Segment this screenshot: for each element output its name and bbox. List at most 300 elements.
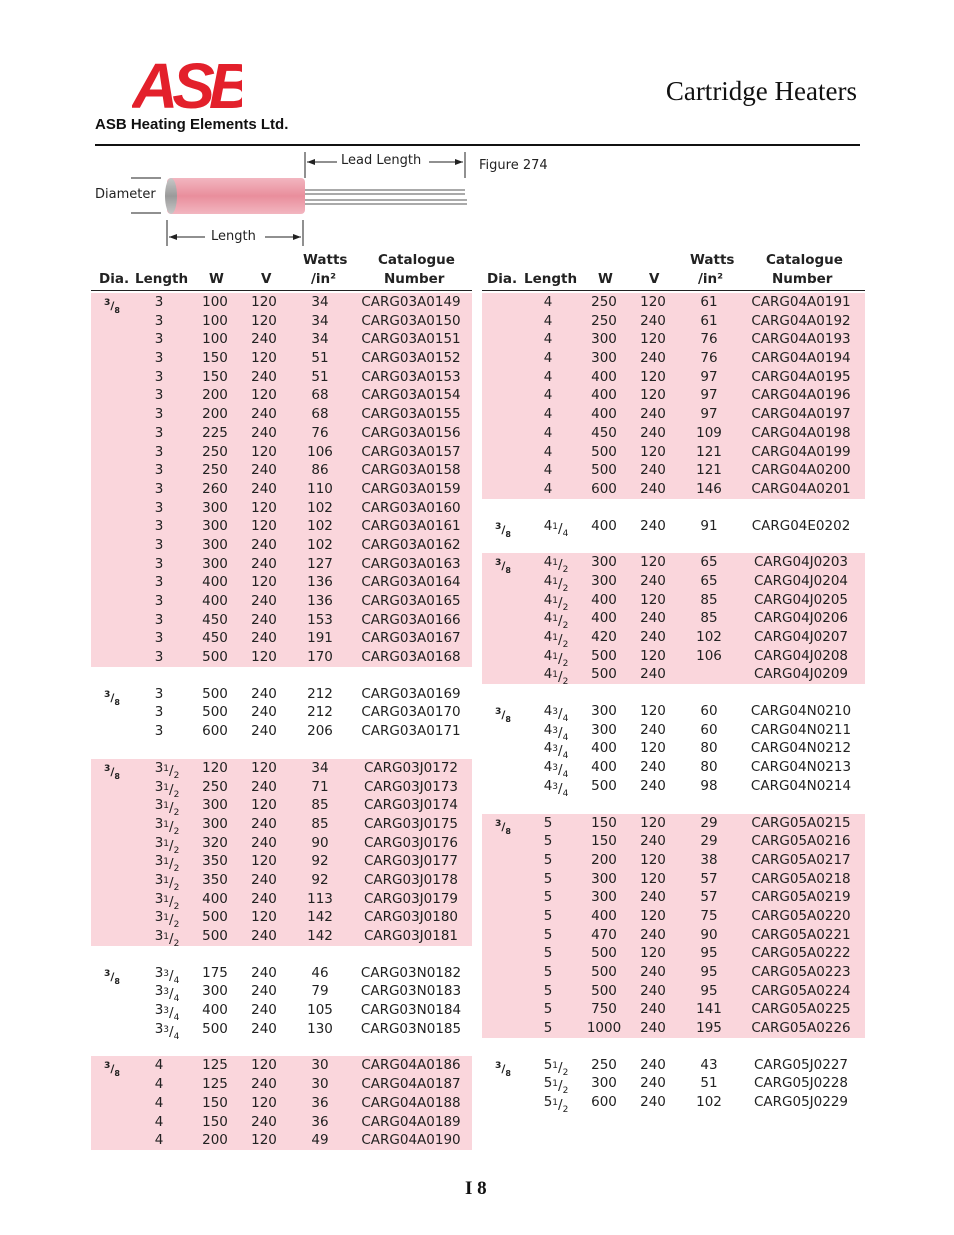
cell-v: 120 — [640, 703, 666, 720]
cell-v: 240 — [251, 778, 277, 795]
cell-v: 120 — [640, 740, 666, 757]
header-dia: Dia. — [487, 271, 518, 287]
cell-v: 120 — [251, 574, 277, 591]
cell-dia: $^3/_8$ — [104, 1060, 120, 1079]
cell-catalogue-number: CARG03A0164 — [361, 574, 461, 591]
cell-dia: $^3/_8$ — [104, 967, 120, 986]
table-left — [91, 250, 472, 1150]
cell-w: 250 — [202, 462, 228, 479]
cell-w: 350 — [202, 871, 228, 888]
cell-w: 100 — [202, 312, 228, 329]
cell-length: 3 $^1/_2$ — [154, 871, 180, 893]
cell-w: 450 — [202, 611, 228, 628]
cell-w: 250 — [591, 294, 617, 310]
table-header-left — [91, 250, 472, 291]
cell-length: 3 $^1/_2$ — [154, 909, 180, 931]
cell-v: 120 — [251, 294, 277, 310]
cell-v: 240 — [640, 462, 666, 479]
row-group — [482, 702, 865, 799]
cell-watts-per-in2: 95 — [700, 945, 718, 962]
cell-length: 4 — [154, 1057, 164, 1074]
row-group — [91, 293, 472, 667]
cell-length: 3 — [154, 480, 164, 497]
cell-length: 3 — [154, 593, 164, 609]
cell-watts-per-in2: 46 — [311, 964, 329, 981]
table-row — [91, 871, 472, 893]
table-row — [91, 405, 472, 424]
cell-length: 3 — [154, 685, 164, 702]
cell-w: 400 — [202, 1002, 228, 1019]
cell-length: 3 $^1/_2$ — [154, 797, 180, 819]
cell-watts-per-in2: 136 — [307, 574, 333, 591]
cell-length: 3 — [154, 611, 164, 628]
group-spacer — [91, 741, 472, 757]
cell-catalogue-number: CARG03A0165 — [361, 593, 461, 609]
cell-v: 240 — [251, 1002, 277, 1019]
cell-v: 120 — [640, 870, 666, 887]
cell-watts-per-in2: 113 — [307, 890, 333, 907]
cell-watts-per-in2: 76 — [700, 331, 718, 348]
cell-w: 300 — [591, 554, 617, 571]
cell-catalogue-number: CARG03A0168 — [361, 649, 461, 666]
cell-catalogue-number: CARG03A0166 — [361, 611, 461, 628]
cell-watts-per-in2: 75 — [700, 907, 718, 924]
table-row — [91, 685, 472, 707]
table-row — [91, 517, 472, 536]
table-row — [482, 647, 865, 669]
cell-watts-per-in2: 85 — [311, 797, 329, 814]
cell-watts-per-in2: 142 — [307, 928, 333, 944]
cell-v: 120 — [640, 387, 666, 404]
cell-w: 300 — [591, 703, 617, 720]
table-row — [91, 1020, 472, 1042]
table-header-right — [482, 250, 865, 291]
cell-v: 120 — [640, 368, 666, 385]
cell-watts-per-in2: 90 — [700, 926, 718, 943]
table-row — [482, 1000, 865, 1019]
cell-length: 4 $^3/_4$ — [543, 759, 569, 781]
cell-w: 150 — [591, 814, 617, 831]
table-row — [91, 330, 472, 349]
cell-watts-per-in2: 34 — [311, 312, 329, 329]
cell-w: 300 — [202, 536, 228, 553]
cell-w: 150 — [202, 350, 228, 367]
cell-length: 5 $^1/_2$ — [543, 1056, 569, 1078]
cell-watts-per-in2: 105 — [307, 1002, 333, 1019]
cell-w: 200 — [202, 1132, 228, 1149]
cell-catalogue-number: CARG03N0183 — [360, 983, 462, 1000]
cell-watts-per-in2: 121 — [696, 443, 722, 460]
cell-catalogue-number: CARG03J0175 — [363, 815, 459, 832]
cell-watts-per-in2: 85 — [311, 815, 329, 832]
cell-watts-per-in2: 206 — [307, 723, 333, 740]
table-row — [91, 349, 472, 368]
table-row — [91, 386, 472, 405]
cell-length: 3 — [154, 294, 164, 310]
cell-v: 120 — [251, 312, 277, 329]
cell-watts-per-in2: 51 — [700, 1075, 718, 1092]
cell-length: 3 — [154, 649, 164, 666]
cell-v: 240 — [640, 572, 666, 589]
table-row — [482, 758, 865, 781]
cell-length: 4 $^1/_2$ — [543, 572, 569, 594]
row-group — [91, 964, 472, 1042]
cell-catalogue-number: CARG04E0202 — [751, 517, 851, 534]
cell-watts-per-in2: 90 — [311, 834, 329, 851]
cell-catalogue-number: CARG04A0191 — [751, 294, 851, 310]
cell-length: 3 — [154, 574, 164, 591]
cell-length: 4 $^1/_2$ — [543, 629, 569, 650]
cell-v: 240 — [640, 964, 666, 980]
cell-catalogue-number: CARG05A0222 — [751, 945, 851, 962]
cell-catalogue-number: CARG03A0159 — [361, 480, 461, 497]
cell-v: 120 — [640, 294, 666, 310]
row-group — [91, 759, 472, 949]
cell-dia: $^3/_8$ — [495, 706, 511, 724]
cell-w: 500 — [591, 777, 617, 794]
table-body-left — [91, 293, 472, 1150]
cell-catalogue-number: CARG05A0218 — [751, 870, 851, 887]
cell-watts-per-in2: 130 — [307, 1020, 333, 1037]
cell-v: 240 — [251, 834, 277, 851]
table-row — [91, 555, 472, 574]
cell-catalogue-number: CARG04A0186 — [361, 1057, 461, 1074]
cell-w: 300 — [202, 815, 228, 832]
table-row — [91, 1113, 472, 1132]
table-row — [91, 1001, 472, 1024]
cell-w: 125 — [202, 1057, 228, 1074]
cell-catalogue-number: CARG03J0177 — [363, 853, 459, 870]
cell-length: 3 — [154, 723, 164, 740]
cell-length: 4 — [154, 1076, 164, 1093]
cell-w: 300 — [202, 797, 228, 814]
cell-v: 240 — [251, 480, 277, 497]
table-row — [91, 1131, 472, 1150]
cell-v: 240 — [640, 1056, 666, 1073]
cell-watts-per-in2: 68 — [311, 387, 329, 404]
cell-v: 240 — [640, 833, 666, 850]
cell-w: 500 — [202, 1020, 228, 1037]
cell-w: 175 — [202, 964, 228, 981]
cell-w: 100 — [202, 294, 228, 310]
cell-v: 120 — [251, 499, 277, 516]
cell-length: 4 — [543, 424, 553, 441]
cell-catalogue-number: CARG03A0150 — [361, 312, 461, 329]
cell-w: 150 — [202, 1113, 228, 1130]
cell-catalogue-number: CARG04A0192 — [751, 312, 851, 329]
cell-catalogue-number: CARG03A0155 — [361, 406, 461, 423]
cell-w: 300 — [591, 870, 617, 887]
cartridge-diagram — [95, 150, 475, 250]
cell-watts-per-in2: 127 — [307, 555, 333, 572]
table-row — [91, 908, 472, 931]
cell-catalogue-number: CARG04A0199 — [751, 443, 851, 460]
cell-catalogue-number: CARG05A0223 — [751, 964, 851, 980]
cell-w: 600 — [591, 1094, 617, 1111]
table-row — [91, 982, 472, 1005]
cell-w: 400 — [591, 591, 617, 608]
cell-length: 4 — [543, 462, 553, 479]
cell-length: 3 — [154, 406, 164, 423]
group-spacer — [482, 499, 865, 515]
table-row — [482, 944, 865, 963]
cell-watts-per-in2: 80 — [700, 759, 718, 776]
cell-catalogue-number: CARG05J0228 — [753, 1075, 849, 1092]
table-row — [482, 1093, 865, 1116]
cell-length: 4 — [543, 480, 553, 497]
table-row — [91, 722, 472, 741]
cell-catalogue-number: CARG03A0154 — [361, 387, 461, 404]
table-row — [482, 293, 865, 312]
table-row — [91, 611, 472, 630]
cell-dia: $^3/_8$ — [495, 557, 511, 576]
cell-w: 300 — [591, 350, 617, 367]
cell-watts-per-in2: 80 — [700, 740, 718, 757]
table-row — [482, 982, 865, 1001]
group-spacer — [482, 684, 865, 700]
cell-v: 240 — [251, 815, 277, 832]
cell-w: 400 — [202, 574, 228, 591]
cell-catalogue-number: CARG04A0194 — [751, 350, 851, 367]
cell-catalogue-number: CARG04N0210 — [750, 703, 852, 720]
cell-watts-per-in2: 92 — [311, 853, 329, 870]
cell-length: 4 $^1/_2$ — [543, 666, 569, 688]
cell-length: 5 — [543, 964, 553, 980]
cell-catalogue-number: CARG03A0151 — [361, 331, 461, 348]
cell-v: 240 — [640, 1075, 666, 1092]
cell-v: 240 — [251, 871, 277, 888]
cell-length: 3 $^1/_2$ — [154, 759, 180, 781]
cell-watts-per-in2: 85 — [700, 591, 718, 608]
cell-w: 400 — [591, 387, 617, 404]
page-number: I 8 — [465, 1178, 487, 1199]
cell-length: 4 $^1/_2$ — [543, 554, 569, 576]
cell-v: 240 — [251, 983, 277, 1000]
row-group — [482, 1056, 865, 1116]
cell-watts-per-in2: 61 — [700, 312, 718, 329]
group-spacer — [482, 1038, 865, 1054]
cell-v: 240 — [640, 666, 666, 683]
cell-v: 120 — [251, 1057, 277, 1074]
table-row — [482, 963, 865, 982]
table-row — [91, 852, 472, 875]
cell-catalogue-number: CARG03A0158 — [361, 462, 461, 479]
header-rule — [95, 144, 860, 146]
cell-v: 120 — [640, 647, 666, 664]
table-row — [482, 814, 865, 836]
cell-catalogue-number: CARG04J0209 — [753, 666, 849, 683]
cell-watts-per-in2: 29 — [700, 814, 718, 831]
cell-catalogue-number: CARG03A0162 — [361, 536, 461, 553]
cell-w: 300 — [591, 1075, 617, 1092]
cell-watts-per-in2: 79 — [311, 983, 329, 1000]
cell-catalogue-number: CARG03N0185 — [360, 1020, 462, 1037]
cell-v: 120 — [640, 945, 666, 962]
header-catalogue: Catalogue — [766, 252, 843, 268]
cell-length: 5 — [543, 833, 553, 850]
cell-v: 120 — [251, 1132, 277, 1149]
cell-v: 120 — [640, 443, 666, 460]
cell-length: 3 — [154, 331, 164, 348]
cell-v: 240 — [640, 312, 666, 329]
cell-watts-per-in2: 102 — [307, 518, 333, 535]
cell-catalogue-number: CARG03A0153 — [361, 368, 461, 385]
cell-v: 240 — [640, 721, 666, 738]
cell-catalogue-number: CARG05A0220 — [751, 907, 851, 924]
cell-v: 240 — [640, 424, 666, 441]
table-row — [482, 1074, 865, 1097]
cell-watts-per-in2: 109 — [696, 424, 722, 441]
table-row — [482, 312, 865, 331]
cell-w: 1000 — [586, 1020, 622, 1037]
cell-length: 4 $^1/_2$ — [543, 610, 569, 632]
cell-w: 300 — [202, 983, 228, 1000]
cell-v: 240 — [640, 406, 666, 423]
cell-watts-per-in2: 76 — [311, 424, 329, 441]
cell-length: 4 — [154, 1094, 164, 1111]
cell-w: 150 — [202, 368, 228, 385]
table-row — [482, 777, 865, 799]
cell-w: 450 — [591, 424, 617, 441]
cell-watts-per-in2: 170 — [307, 649, 333, 666]
cell-length: 4 $^3/_4$ — [543, 777, 569, 799]
header-number: Number — [772, 271, 833, 287]
cell-w: 200 — [202, 406, 228, 423]
cell-catalogue-number: CARG03A0163 — [361, 555, 461, 572]
table-row — [91, 648, 472, 667]
cell-w: 450 — [202, 630, 228, 647]
cell-catalogue-number: CARG03A0149 — [361, 294, 461, 310]
header-dia: Dia. — [99, 271, 130, 287]
cell-watts-per-in2: 30 — [311, 1057, 329, 1074]
cell-w: 500 — [591, 666, 617, 683]
cell-length: 3 $^3/_4$ — [154, 1002, 180, 1024]
cell-catalogue-number: CARG05A0226 — [751, 1020, 851, 1037]
table-row — [482, 888, 865, 907]
cell-length: 5 — [543, 1020, 553, 1037]
cell-catalogue-number: CARG05A0219 — [751, 889, 851, 906]
cell-watts-per-in2: 102 — [307, 499, 333, 516]
cell-v: 240 — [251, 890, 277, 907]
cell-watts-per-in2: 36 — [311, 1113, 329, 1130]
table-row — [91, 312, 472, 331]
cell-catalogue-number: CARG03A0161 — [361, 518, 461, 535]
cell-w: 500 — [591, 964, 617, 980]
cell-catalogue-number: CARG03A0171 — [361, 723, 461, 740]
cell-v: 240 — [251, 424, 277, 441]
header-w: W — [598, 271, 613, 287]
cell-catalogue-number: CARG03J0179 — [363, 890, 459, 907]
cell-w: 470 — [591, 926, 617, 943]
cell-length: 3 — [154, 499, 164, 516]
cell-length: 5 $^1/_2$ — [543, 1094, 569, 1116]
cell-length: 3 — [154, 555, 164, 572]
table-row — [482, 609, 865, 632]
cell-v: 240 — [640, 926, 666, 943]
cell-v: 120 — [251, 518, 277, 535]
cell-watts-per-in2: 97 — [700, 387, 718, 404]
cell-watts-per-in2: 95 — [700, 982, 718, 999]
cell-w: 260 — [202, 480, 228, 497]
group-spacer — [482, 796, 865, 812]
table-row — [482, 368, 865, 387]
table-row — [91, 368, 472, 387]
cell-length: 5 — [543, 982, 553, 999]
cell-length: 4 — [543, 406, 553, 423]
cell-v: 240 — [640, 777, 666, 794]
cell-v: 120 — [251, 853, 277, 870]
cell-length: 5 — [543, 1001, 553, 1018]
cell-w: 500 — [591, 982, 617, 999]
cell-watts-per-in2: 51 — [311, 350, 329, 367]
cell-v: 240 — [251, 1076, 277, 1093]
cell-length: 5 — [543, 851, 553, 868]
cell-length: 4 — [543, 331, 553, 348]
cell-v: 240 — [251, 406, 277, 423]
cell-v: 240 — [251, 593, 277, 609]
cell-length: 3 $^1/_2$ — [154, 778, 180, 800]
cell-watts-per-in2: 141 — [696, 1001, 722, 1018]
cell-length: 4 — [543, 368, 553, 385]
cell-dia: $^3/_8$ — [104, 762, 120, 781]
cell-catalogue-number: CARG05J0227 — [753, 1056, 849, 1073]
cell-length: 4 $^3/_4$ — [543, 740, 569, 762]
cell-catalogue-number: CARG03N0182 — [360, 964, 462, 981]
cell-catalogue-number: CARG04A0201 — [751, 480, 851, 497]
table-row — [482, 424, 865, 443]
cell-w: 750 — [591, 1001, 617, 1018]
cell-w: 320 — [202, 834, 228, 851]
cell-length: 4 $^1/_2$ — [543, 591, 569, 613]
cell-v: 240 — [640, 629, 666, 645]
table-row — [482, 1019, 865, 1038]
cell-w: 400 — [202, 593, 228, 609]
cell-catalogue-number: CARG04J0206 — [753, 610, 849, 627]
cell-length: 4 — [543, 312, 553, 329]
table-row — [91, 536, 472, 555]
cell-catalogue-number: CARG03A0152 — [361, 350, 461, 367]
cell-length: 3 — [154, 350, 164, 367]
cell-w: 500 — [202, 928, 228, 944]
cell-w: 250 — [202, 443, 228, 460]
cell-watts-per-in2: 51 — [311, 368, 329, 385]
cell-catalogue-number: CARG03A0170 — [361, 704, 461, 721]
cell-v: 240 — [251, 555, 277, 572]
cell-w: 300 — [202, 555, 228, 572]
table-row — [91, 629, 472, 648]
diameter-label: Diameter — [95, 187, 156, 202]
table-row — [482, 907, 865, 926]
cell-v: 240 — [251, 964, 277, 981]
table-row — [482, 739, 865, 762]
cell-dia: $^3/_8$ — [104, 297, 120, 315]
table-row — [482, 461, 865, 480]
table-row — [91, 964, 472, 986]
cell-dia: $^3/_8$ — [495, 817, 511, 836]
cell-catalogue-number: CARG04J0205 — [753, 591, 849, 608]
table-row — [482, 480, 865, 499]
table-row — [482, 1056, 865, 1078]
cell-length: 3 $^1/_2$ — [154, 928, 180, 949]
cell-v: 240 — [251, 723, 277, 740]
cell-catalogue-number: CARG05A0215 — [751, 814, 851, 831]
cell-v: 120 — [640, 591, 666, 608]
cell-v: 240 — [640, 1001, 666, 1018]
cell-w: 120 — [202, 759, 228, 776]
cell-watts-per-in2: 38 — [700, 851, 718, 868]
table-row — [91, 703, 472, 722]
table-row — [482, 591, 865, 613]
